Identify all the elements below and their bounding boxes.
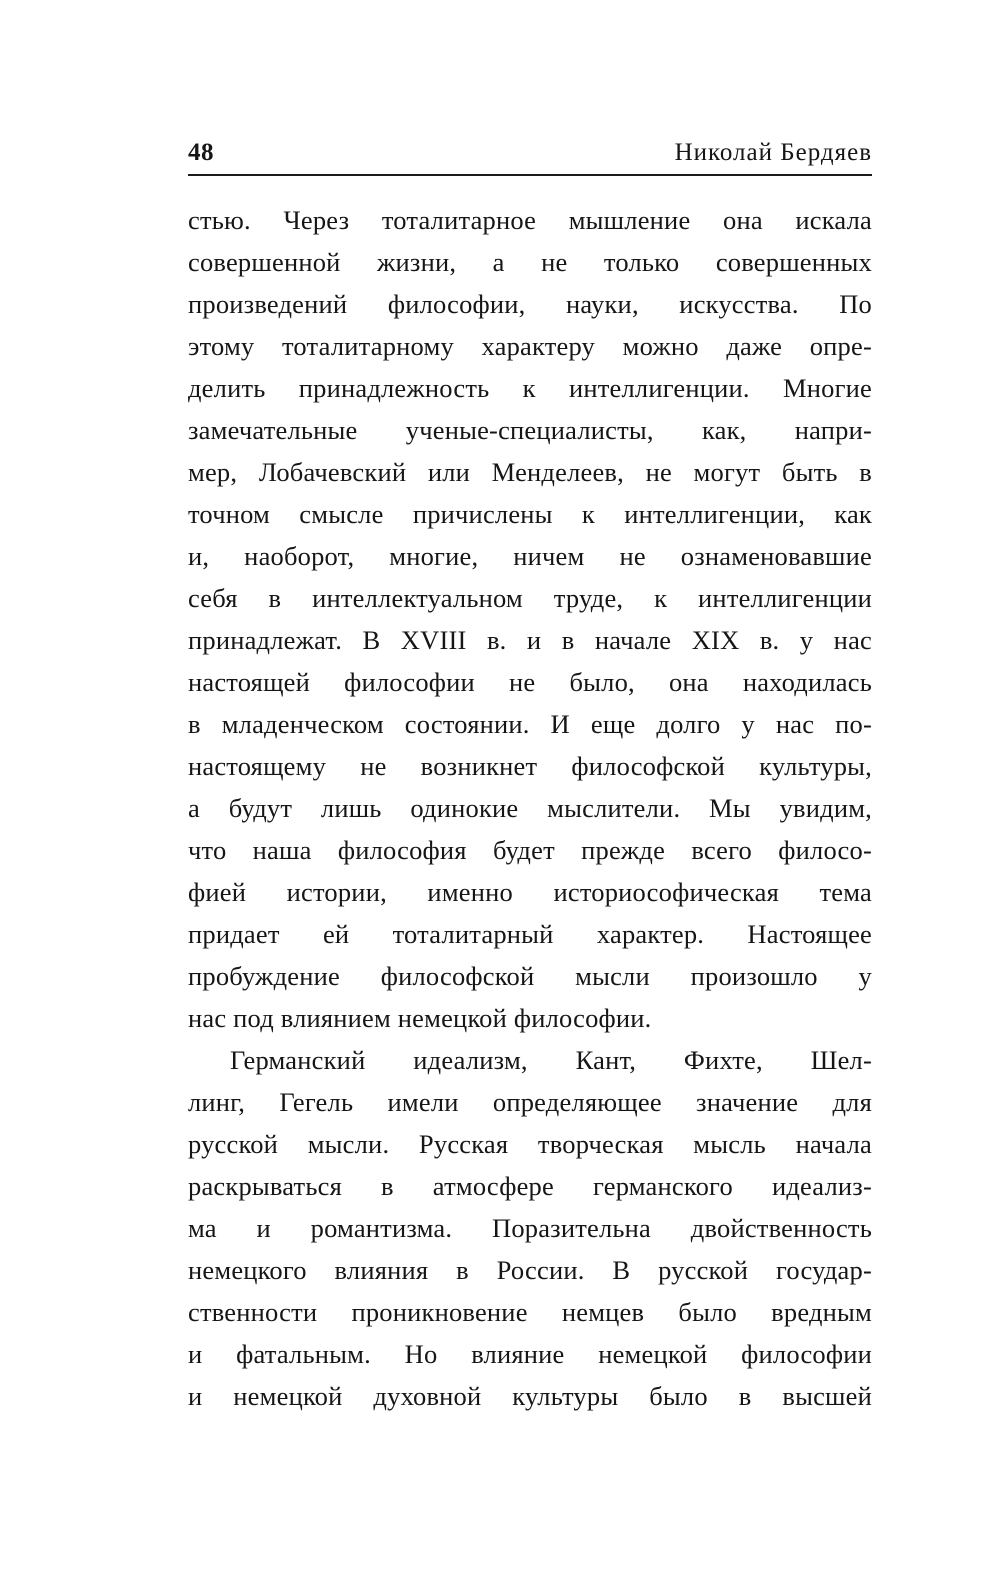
text-line: произведений философии, науки, искусства. По <box>188 289 872 319</box>
text-line: себя в интеллектуальном труде, к интеллигенции <box>188 583 872 613</box>
text-line: и, наоборот, многие, ничем не ознаменовавшие <box>188 541 872 571</box>
text-line: придает ей тоталитарный характер. Настоящее <box>188 919 872 949</box>
text-line: мер, Лобачевский или Менделеев, не могут быть в <box>188 457 872 487</box>
page-body <box>188 199 872 1417</box>
text-line: пробуждение философской мысли произошло у <box>188 961 872 991</box>
text-line: фией истории, именно историософическая тема <box>188 877 872 907</box>
running-header-title: Николай Бердяев <box>674 139 872 166</box>
text-line: линг, Гегель имели определяющее значение для <box>188 1087 872 1117</box>
text-line: совершенной жизни, а не только совершенных <box>188 247 872 277</box>
text-line: а будут лишь одинокие мыслители. Мы увидим, <box>188 793 872 823</box>
text-line: Германский идеализм, Кант, Фихте, Шел- <box>230 1045 872 1075</box>
text-line: настоящей философии не было, она находилась <box>188 667 872 697</box>
text-line: и фатальным. Но влияние немецкой философии <box>188 1339 872 1369</box>
running-header <box>188 139 872 167</box>
page-number: 48 <box>188 139 214 166</box>
text-line: что наша философия будет прежде всего филосо- <box>188 835 872 865</box>
book-page <box>188 139 872 1417</box>
text-line: в младенческом состоянии. И еще долго у нас по- <box>188 709 872 739</box>
text-line: ственности проникновение немцев было вредным <box>188 1297 872 1327</box>
text-line: немецкого влияния в России. В русской государ- <box>188 1255 872 1285</box>
header-rule <box>188 174 872 176</box>
text-line: настоящему не возникнет философской культуры, <box>188 751 872 781</box>
text-line: русской мысли. Русская творческая мысль начала <box>188 1129 872 1159</box>
text-line: этому тоталитарному характеру можно даже опре- <box>188 331 872 361</box>
text-line: замечательные ученые-специалисты, как, напри- <box>188 415 872 445</box>
text-line: принадлежат. В XVIII в. и в начале XIX в. у нас <box>188 625 872 655</box>
text-line: стью. Через тоталитарное мышление она искала <box>188 205 872 235</box>
text-line: нас под влиянием немецкой философии. <box>188 1003 652 1033</box>
text-line: и немецкой духовной культуры было в высшей <box>188 1381 872 1411</box>
text-line: делить принадлежность к интеллигенции. Многие <box>188 373 872 403</box>
text-line: ма и романтизма. Поразительна двойственность <box>188 1213 872 1243</box>
text-line: точном смысле причислены к интеллигенции, как <box>188 499 872 529</box>
text-line: раскрываться в атмосфере германского идеализ- <box>188 1171 872 1201</box>
